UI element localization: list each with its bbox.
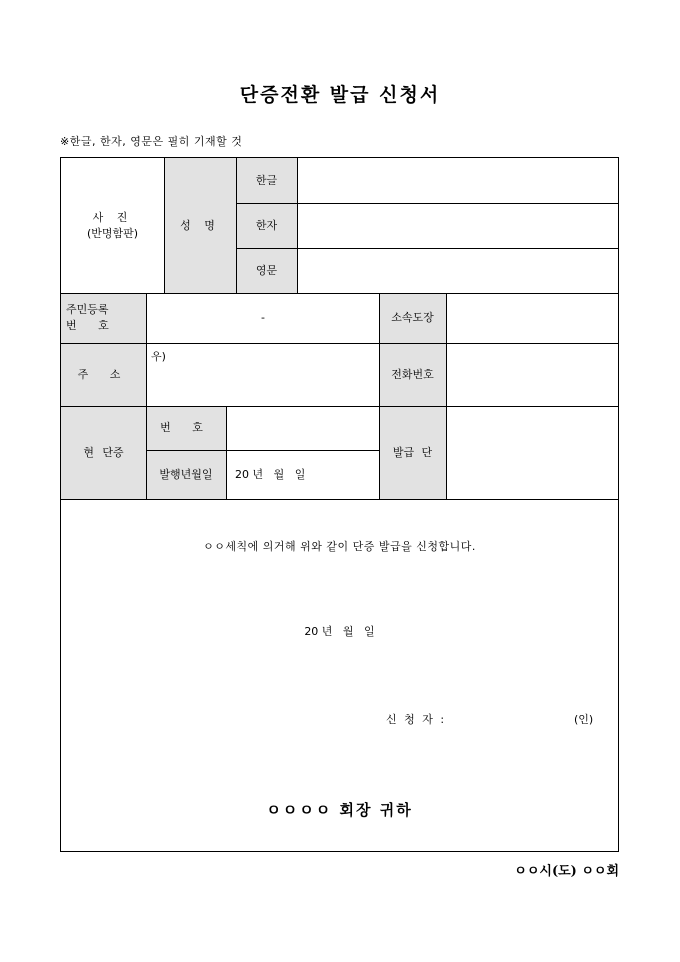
issue-date-label: 발행년월일 [159,467,213,481]
hanja-name-field[interactable] [298,203,618,248]
postal-code-prefix: 우) [151,350,166,363]
issue-dan-label: 발급 단 [392,445,433,459]
address-label: 주 소 [77,367,130,381]
dan-number-label: 번 호 [160,421,212,435]
name-label: 성 명 [180,218,220,232]
korean-name-field[interactable] [298,158,618,203]
instruction-note: ※한글, 한자, 영문은 필히 기재할 것 [60,135,243,148]
resident-number-label-2: 번 호 [66,319,118,332]
hanja-name-label: 한자 [255,218,278,232]
phone-field[interactable] [447,343,618,406]
dan-number-field[interactable] [227,406,379,450]
applicant-label: 신 청 자 : [386,713,447,726]
current-dan-label: 현 단증 [83,445,124,459]
dojang-label: 소속도장 [391,311,434,325]
application-statement: ㅇㅇ세칙에 의거해 위와 같이 단증 발급을 신청합니다. [203,540,476,553]
photo-label: 사 진 [92,210,133,224]
photo-size-label: (반명함판) [86,226,139,240]
korean-name-label: 한글 [255,173,278,187]
resident-number-field[interactable]: - [261,311,265,325]
english-name-label: 영문 [255,263,278,277]
application-date: 20 년 월 일 [304,625,375,638]
seal-mark: (인) [574,713,594,726]
dojang-field[interactable] [447,293,618,343]
english-name-field[interactable] [298,248,618,293]
issuing-organization: ㅇㅇ시(도) ㅇㅇ회 [514,864,619,879]
issue-dan-field[interactable] [447,406,618,499]
resident-number-label: 주민등록 [66,303,109,317]
application-form [60,157,619,852]
issue-date-field[interactable]: 20 년 월 일 [235,467,306,481]
address-field[interactable] [147,343,379,406]
photo-area [61,158,164,293]
phone-label: 전화번호 [391,367,434,381]
resident-number-label-cell [61,293,146,343]
form-title: 단증전환 발급 신청서 [239,84,441,106]
addressee: ㅇㅇㅇㅇ 회장 귀하 [266,801,413,819]
